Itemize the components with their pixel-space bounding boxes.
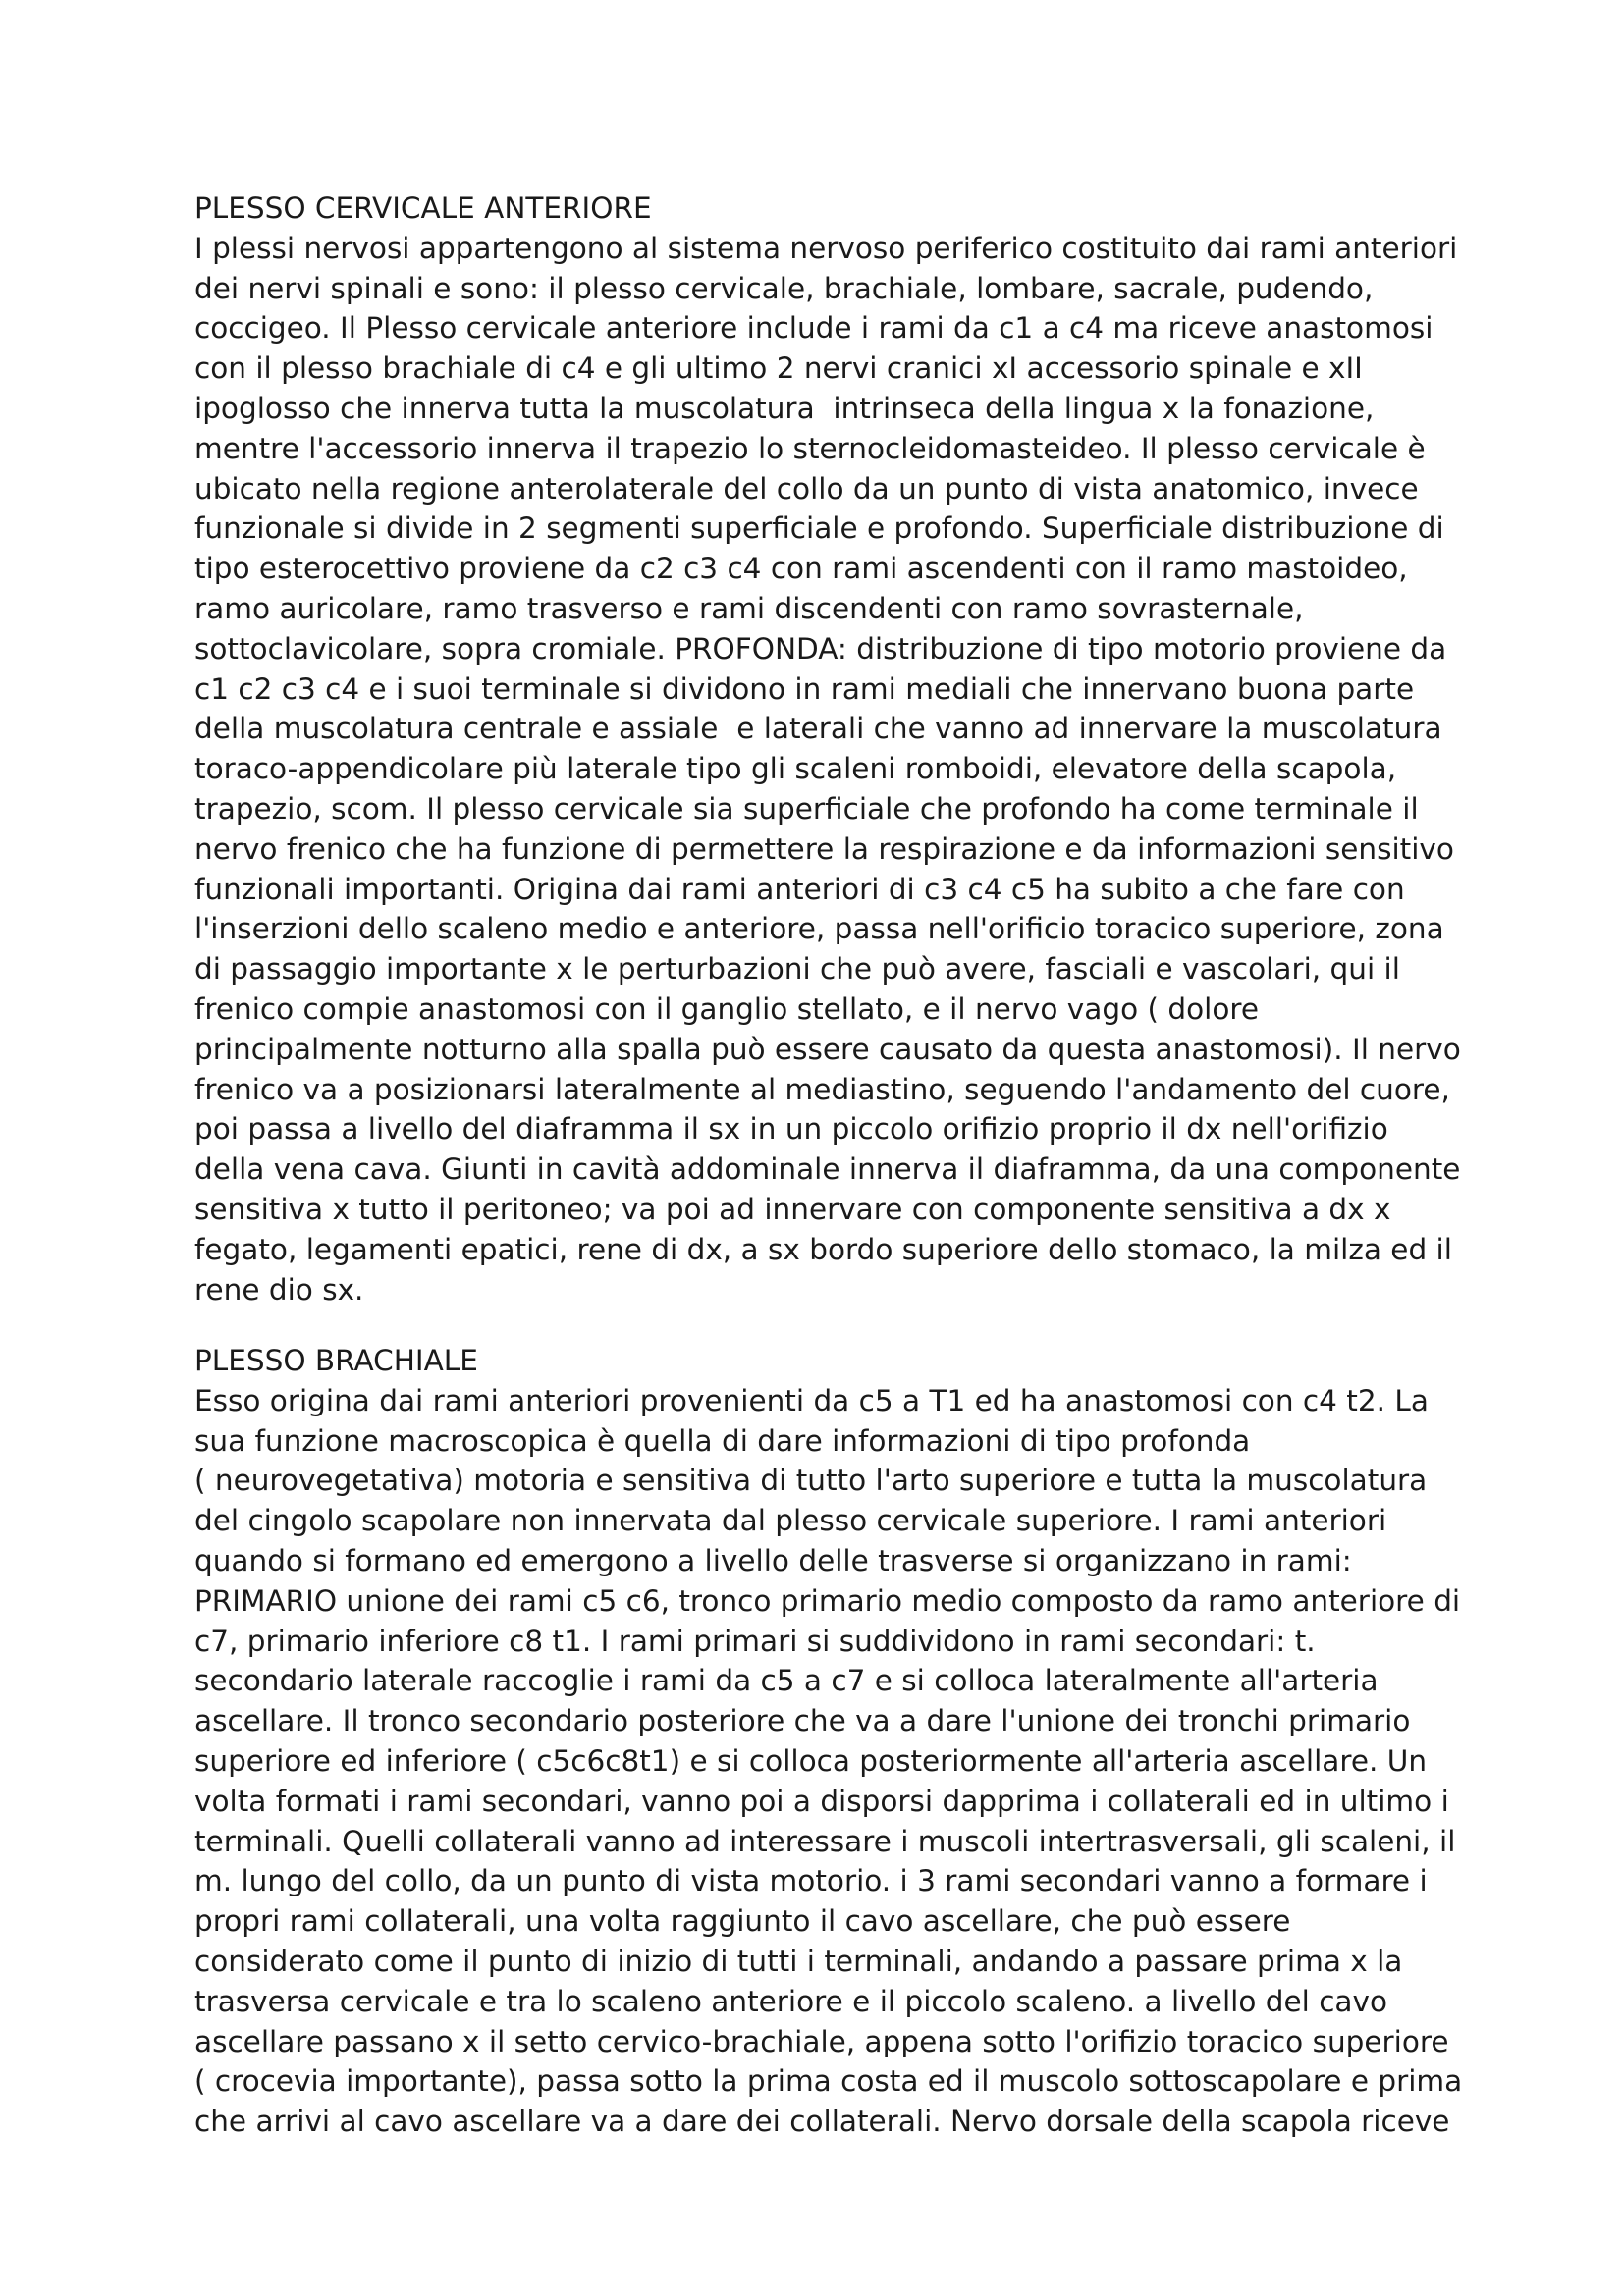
paragraph-line: I plessi nervosi appartengono al sistema nervoso periferico costituito dai rami anteriori [194,231,1458,265]
paragraph-line: ascellare. Il tronco secondario posteriore che va a dare l'unione dei tronchi primario [194,1704,1411,1738]
paragraph-line: propri rami collaterali, una volta raggiunto il cavo ascellare, che può essere [194,1904,1291,1939]
paragraph-line: ( crocevia importante), passa sotto la prima costa ed il muscolo sottoscapolare e prima [194,2064,1463,2099]
paragraph-line: c7, primario inferiore c8 t1. I rami primari si suddividono in rami secondari: t. [194,1624,1316,1658]
paragraph-line: con il plesso brachiale di c4 e gli ultimo 2 nervi cranici xI accessorio spinale e xII [194,351,1363,386]
paragraph-line: funzionale si divide in 2 segmenti superficiale e profondo. Superficiale distribuzione di [194,511,1444,546]
paragraph-line: poi passa a livello del diaframma il sx in un piccolo orifizio proprio il dx nell'orifizio [194,1112,1388,1147]
paragraph-line: dei nervi spinali e sono: il plesso cervicale, brachiale, lombare, sacrale, pudendo, [194,271,1374,305]
paragraph-line: funzionali importanti. Origina dai rami anteriori di c3 c4 c5 ha subito a che fare con [194,872,1405,906]
paragraph-line: secondario laterale raccoglie i rami da c5 a c7 e si colloca lateralmente all'arteria [194,1664,1379,1698]
paragraph-line: m. lungo del collo, da un punto di vista motorio. i 3 rami secondari vanno a formare i [194,1864,1428,1898]
paragraph-line: ( neurovegetativa) motoria e sensitiva di tutto l'arto superiore e tutta la muscolatura [194,1464,1428,1498]
paragraph-line: del cingolo scapolare non innervata dal plesso cervicale superiore. I rami anteriori [194,1504,1387,1538]
paragraph-line: mentre l'accessorio innerva il trapezio lo sternocleidomasteideo. Il plesso cervicale è [194,431,1426,465]
paragraph-line: sottoclavicolare, sopra cromiale. PROFONDA: distribuzione di tipo motorio proviene da [194,631,1447,666]
paragraph-line: frenico compie anastomosi con il ganglio stellato, e il nervo vago ( dolore [194,991,1260,1026]
paragraph-line: sua funzione macroscopica è quella di dare informazioni di tipo profonda [194,1423,1251,1458]
paragraph-line: fegato, legamenti epatici, rene di dx, a sx bordo superiore dello stomaco, la milza ed il [194,1232,1452,1266]
paragraph-line: coccigeo. Il Plesso cervicale anteriore include i rami da c1 a c4 ma riceve anastomosi [194,311,1434,346]
paragraph-line: quando si formano ed emergono a livello delle trasverse si organizzano in rami: [194,1543,1352,1577]
section-heading: PLESSO CERVICALE ANTERIORE [194,191,652,225]
paragraph-line: sensitiva x tutto il peritoneo; va poi ad innervare con componente sensitiva a dx x [194,1192,1391,1226]
paragraph-line: PRIMARIO unione dei rami c5 c6, tronco primario medio composto da ramo anteriore di [194,1583,1461,1618]
paragraph-line: ramo auricolare, ramo trasverso e rami discendenti con ramo sovrasternale, [194,591,1304,625]
paragraph-line: superiore ed inferiore ( c5c6c8t1) e si colloca posteriormente all'arteria ascellare. Un [194,1743,1428,1778]
paragraph-line: tipo esterocettivo proviene da c2 c3 c4 con rami ascendenti con il ramo mastoideo, [194,552,1408,586]
paragraph-line: considerato come il punto di inizio di tutti i terminali, andando a passare prima x la [194,1944,1403,1978]
paragraph-line: trapezio, scom. Il plesso cervicale sia superficiale che profondo ha come terminale il [194,791,1419,826]
paragraph-line: della muscolatura centrale e assiale e laterali che vanno ad innervare la muscolatura [194,712,1442,746]
section-plesso-brachiale [194,1341,1471,2142]
paragraph-line: della vena cava. Giunti in cavità addominale innerva il diaframma, da una componente [194,1152,1461,1187]
paragraph-line: toraco-appendicolare più laterale tipo gli scaleni romboidi, elevatore della scapola, [194,752,1397,786]
paragraph-line: ubicato nella regione anterolaterale del collo da un punto di vista anatomico, invece [194,471,1419,506]
paragraph-line: trasversa cervicale e tra lo scaleno anteriore e il piccolo scaleno. a livello del cavo [194,1984,1388,2018]
paragraph-line: l'inserzioni dello scaleno medio e anteriore, passa nell'orificio toracico superiore, zona [194,912,1444,946]
paragraph-line: terminali. Quelli collaterali vanno ad interessare i muscoli intertrasversali, gli scaleni, il [194,1824,1456,1858]
paragraph-line: principalmente notturno alla spalla può essere causato da questa anastomosi). Il nervo [194,1032,1461,1066]
paragraph-line: ipoglosso che innerva tutta la muscolatura intrinseca della lingua x la fonazione, [194,391,1375,425]
paragraph-line: c1 c2 c3 c4 e i suoi terminale si dividono in rami mediali che innervano buona parte [194,671,1415,706]
paragraph-line: ascellare passano x il setto cervico-brachiale, appena sotto l'orifizio toracico superiore [194,2024,1449,2058]
paragraph-line: Esso origina dai rami anteriori provenienti da c5 a T1 ed ha anastomosi con c4 t2. La [194,1383,1429,1417]
paragraph-line: frenico va a posizionarsi lateralmente al mediastino, seguendo l'andamento del cuore, [194,1072,1450,1106]
paragraph-line: nervo frenico che ha funzione di permettere la respirazione e da informazioni sensitivo [194,831,1454,866]
paragraph-line: che arrivi al cavo ascellare va a dare dei collaterali. Nervo dorsale della scapola riceve [194,2105,1450,2139]
paragraph-line: volta formati i rami secondari, vanno poi a disporsi dapprima i collaterali ed in ultimo i [194,1784,1449,1818]
section-heading: PLESSO BRACHIALE [194,1344,478,1377]
paragraph-line: rene dio sx. [194,1272,364,1307]
section-plesso-cervicale [194,188,1471,1309]
paragraph-line: di passaggio importante x le perturbazioni che può avere, fasciali e vascolari, qui il [194,952,1400,987]
